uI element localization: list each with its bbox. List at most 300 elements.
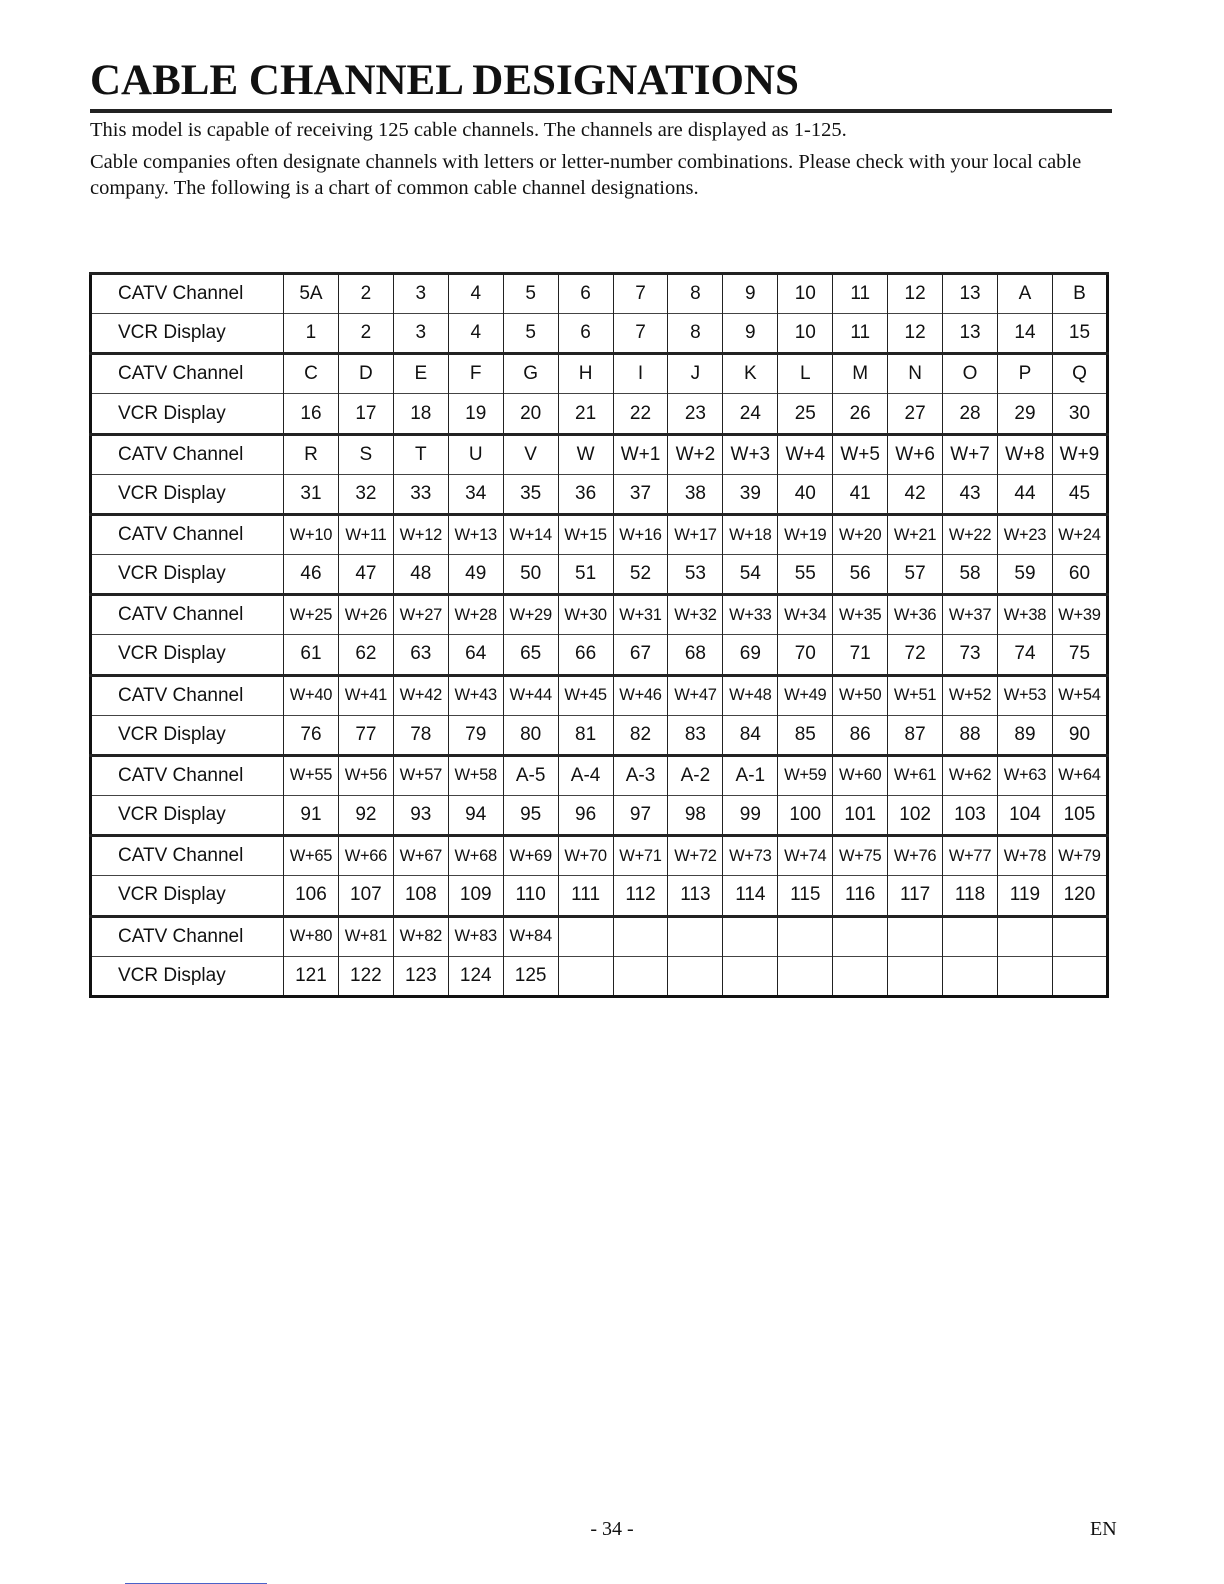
vcr-display-label: VCR Display bbox=[91, 394, 284, 434]
vcr-display-cell: 70 bbox=[778, 635, 833, 675]
vcr-display-cell: 98 bbox=[668, 796, 723, 836]
catv-channel-cell: W+10 bbox=[284, 514, 339, 554]
vcr-display-cell: 83 bbox=[668, 715, 723, 755]
vcr-display-cell: 35 bbox=[503, 474, 558, 514]
catv-channel-cell: N bbox=[888, 354, 943, 394]
catv-channel-cell: D bbox=[338, 354, 393, 394]
catv-channel-cell: W+79 bbox=[1052, 836, 1107, 876]
vcr-display-cell: 117 bbox=[888, 876, 943, 916]
catv-channel-cell: W+64 bbox=[1052, 755, 1107, 795]
catv-channel-cell: W+11 bbox=[338, 514, 393, 554]
vcr-display-cell: 89 bbox=[997, 715, 1052, 755]
catv-channel-cell: K bbox=[723, 354, 778, 394]
catv-channel-cell: 12 bbox=[888, 274, 943, 314]
vcr-display-cell: 43 bbox=[943, 474, 998, 514]
catv-channel-cell: W+56 bbox=[338, 755, 393, 795]
vcr-display-label: VCR Display bbox=[91, 956, 284, 996]
catv-channel-cell: 10 bbox=[778, 274, 833, 314]
vcr-display-cell: 44 bbox=[997, 474, 1052, 514]
vcr-display-cell: 87 bbox=[888, 715, 943, 755]
catv-channel-cell: W+2 bbox=[668, 434, 723, 474]
vcr-display-cell: 123 bbox=[393, 956, 448, 996]
vcr-display-cell: 115 bbox=[778, 876, 833, 916]
catv-channel-row bbox=[91, 836, 1108, 876]
vcr-display-cell: 112 bbox=[613, 876, 668, 916]
catv-channel-cell bbox=[1052, 916, 1107, 956]
vcr-display-cell: 53 bbox=[668, 555, 723, 595]
catv-channel-cell: A-2 bbox=[668, 755, 723, 795]
catv-channel-cell: L bbox=[778, 354, 833, 394]
vcr-display-cell bbox=[833, 956, 888, 996]
vcr-display-row bbox=[91, 956, 1108, 996]
vcr-display-cell: 97 bbox=[613, 796, 668, 836]
intro-line-2: Cable companies often designate channels with letters or letter-number combinations. Please check with your local cable company. The following is a chart of common cable channel designations. bbox=[90, 151, 1082, 199]
catv-channel-cell: S bbox=[338, 434, 393, 474]
vcr-display-cell: 81 bbox=[558, 715, 613, 755]
vcr-display-cell: 103 bbox=[943, 796, 998, 836]
page-number: - 34 - bbox=[590, 1518, 634, 1540]
catv-channel-cell: B bbox=[1052, 274, 1107, 314]
vcr-display-cell: 85 bbox=[778, 715, 833, 755]
vcr-display-cell: 95 bbox=[503, 796, 558, 836]
catv-channel-cell: J bbox=[668, 354, 723, 394]
catv-channel-cell: W+74 bbox=[778, 836, 833, 876]
vcr-display-cell: 104 bbox=[997, 796, 1052, 836]
vcr-display-cell: 24 bbox=[723, 394, 778, 434]
catv-channel-cell: W+68 bbox=[448, 836, 503, 876]
vcr-display-cell: 64 bbox=[448, 635, 503, 675]
vcr-display-cell: 120 bbox=[1052, 876, 1107, 916]
catv-channel-cell: T bbox=[393, 434, 448, 474]
vcr-display-cell: 71 bbox=[833, 635, 888, 675]
vcr-display-cell: 73 bbox=[943, 635, 998, 675]
vcr-display-cell: 23 bbox=[668, 394, 723, 434]
vcr-display-cell: 96 bbox=[558, 796, 613, 836]
catv-channel-cell: W+41 bbox=[338, 675, 393, 715]
catv-channel-cell: W+59 bbox=[778, 755, 833, 795]
catv-channel-cell: W+73 bbox=[723, 836, 778, 876]
vcr-display-cell: 110 bbox=[503, 876, 558, 916]
vcr-display-cell: 84 bbox=[723, 715, 778, 755]
vcr-display-cell: 57 bbox=[888, 555, 943, 595]
vcr-display-row bbox=[91, 555, 1108, 595]
vcr-display-row bbox=[91, 394, 1108, 434]
catv-channel-cell: W+19 bbox=[778, 514, 833, 554]
vcr-display-cell: 66 bbox=[558, 635, 613, 675]
catv-channel-cell: W+84 bbox=[503, 916, 558, 956]
catv-channel-cell: W+38 bbox=[997, 595, 1052, 635]
catv-channel-cell bbox=[888, 916, 943, 956]
vcr-display-cell: 62 bbox=[338, 635, 393, 675]
catv-channel-cell: R bbox=[284, 434, 339, 474]
vcr-display-cell: 75 bbox=[1052, 635, 1107, 675]
vcr-display-cell: 31 bbox=[284, 474, 339, 514]
catv-channel-cell: W+77 bbox=[943, 836, 998, 876]
vcr-display-row bbox=[91, 796, 1108, 836]
vcr-display-cell: 20 bbox=[503, 394, 558, 434]
catv-channel-cell: W+18 bbox=[723, 514, 778, 554]
catv-channel-cell: W+1 bbox=[613, 434, 668, 474]
catv-channel-cell: W+33 bbox=[723, 595, 778, 635]
catv-channel-cell: W+28 bbox=[448, 595, 503, 635]
catv-channel-cell: P bbox=[997, 354, 1052, 394]
vcr-display-cell: 86 bbox=[833, 715, 888, 755]
vcr-display-cell: 36 bbox=[558, 474, 613, 514]
catv-channel-cell: W+60 bbox=[833, 755, 888, 795]
catv-channel-cell: W+50 bbox=[833, 675, 888, 715]
vcr-display-cell bbox=[668, 956, 723, 996]
vcr-display-cell: 2 bbox=[338, 314, 393, 354]
vcr-display-cell: 119 bbox=[997, 876, 1052, 916]
vcr-display-label: VCR Display bbox=[91, 474, 284, 514]
catv-channel-cell: W+39 bbox=[1052, 595, 1107, 635]
vcr-display-cell: 61 bbox=[284, 635, 339, 675]
catv-channel-cell: C bbox=[284, 354, 339, 394]
vcr-display-cell: 45 bbox=[1052, 474, 1107, 514]
catv-channel-cell: W+47 bbox=[668, 675, 723, 715]
catv-channel-cell: W+9 bbox=[1052, 434, 1107, 474]
catv-channel-cell: 9 bbox=[723, 274, 778, 314]
catv-channel-cell: W+61 bbox=[888, 755, 943, 795]
catv-channel-cell: W+49 bbox=[778, 675, 833, 715]
vcr-display-cell: 109 bbox=[448, 876, 503, 916]
catv-channel-row bbox=[91, 514, 1108, 554]
vcr-display-cell: 51 bbox=[558, 555, 613, 595]
vcr-display-cell: 80 bbox=[503, 715, 558, 755]
catv-channel-cell bbox=[943, 916, 998, 956]
catv-channel-label: CATV Channel bbox=[91, 755, 284, 795]
vcr-display-cell: 122 bbox=[338, 956, 393, 996]
vcr-display-cell: 108 bbox=[393, 876, 448, 916]
vcr-display-cell: 16 bbox=[284, 394, 339, 434]
catv-channel-cell: G bbox=[503, 354, 558, 394]
vcr-display-cell: 124 bbox=[448, 956, 503, 996]
vcr-display-cell: 118 bbox=[943, 876, 998, 916]
catv-channel-cell: 4 bbox=[448, 274, 503, 314]
vcr-display-cell: 54 bbox=[723, 555, 778, 595]
vcr-display-cell: 99 bbox=[723, 796, 778, 836]
vcr-display-cell: 38 bbox=[668, 474, 723, 514]
catv-channel-cell: F bbox=[448, 354, 503, 394]
vcr-display-cell bbox=[558, 956, 613, 996]
catv-channel-cell: W+66 bbox=[338, 836, 393, 876]
catv-channel-cell: W+30 bbox=[558, 595, 613, 635]
language-code: EN bbox=[1090, 1518, 1117, 1540]
vcr-display-cell bbox=[1052, 956, 1107, 996]
catv-channel-cell: U bbox=[448, 434, 503, 474]
vcr-display-cell: 13 bbox=[943, 314, 998, 354]
vcr-display-cell: 34 bbox=[448, 474, 503, 514]
catv-channel-cell: W+43 bbox=[448, 675, 503, 715]
catv-channel-row bbox=[91, 354, 1108, 394]
catv-channel-cell: W+34 bbox=[778, 595, 833, 635]
catv-channel-cell: W+12 bbox=[393, 514, 448, 554]
vcr-display-cell: 6 bbox=[558, 314, 613, 354]
catv-channel-cell: W+62 bbox=[943, 755, 998, 795]
vcr-display-cell: 65 bbox=[503, 635, 558, 675]
vcr-display-cell: 114 bbox=[723, 876, 778, 916]
catv-channel-cell: W+17 bbox=[668, 514, 723, 554]
catv-channel-cell: 13 bbox=[943, 274, 998, 314]
vcr-display-cell bbox=[723, 956, 778, 996]
vcr-display-cell: 121 bbox=[284, 956, 339, 996]
vcr-display-cell: 32 bbox=[338, 474, 393, 514]
vcr-display-row bbox=[91, 876, 1108, 916]
catv-channel-cell: W+54 bbox=[1052, 675, 1107, 715]
vcr-display-cell: 28 bbox=[943, 394, 998, 434]
catv-channel-cell: O bbox=[943, 354, 998, 394]
catv-channel-cell: W+26 bbox=[338, 595, 393, 635]
vcr-display-cell: 1 bbox=[284, 314, 339, 354]
catv-channel-cell: I bbox=[613, 354, 668, 394]
catv-channel-cell: W+5 bbox=[833, 434, 888, 474]
catv-channel-cell: W+58 bbox=[448, 755, 503, 795]
catv-channel-label: CATV Channel bbox=[91, 514, 284, 554]
catv-channel-cell: W+29 bbox=[503, 595, 558, 635]
vcr-display-cell: 9 bbox=[723, 314, 778, 354]
vcr-display-cell: 82 bbox=[613, 715, 668, 755]
catv-channel-cell: W+15 bbox=[558, 514, 613, 554]
catv-channel-label: CATV Channel bbox=[91, 675, 284, 715]
vcr-display-cell: 50 bbox=[503, 555, 558, 595]
vcr-display-label: VCR Display bbox=[91, 635, 284, 675]
catv-channel-cell: W+51 bbox=[888, 675, 943, 715]
vcr-display-cell: 11 bbox=[833, 314, 888, 354]
vcr-display-cell: 67 bbox=[613, 635, 668, 675]
vcr-display-row bbox=[91, 635, 1108, 675]
catv-channel-cell: V bbox=[503, 434, 558, 474]
catv-channel-cell bbox=[668, 916, 723, 956]
catv-channel-cell: 3 bbox=[393, 274, 448, 314]
vcr-display-row bbox=[91, 715, 1108, 755]
vcr-display-cell: 74 bbox=[997, 635, 1052, 675]
catv-channel-cell: W+52 bbox=[943, 675, 998, 715]
vcr-display-cell: 30 bbox=[1052, 394, 1107, 434]
catv-channel-cell: W+14 bbox=[503, 514, 558, 554]
vcr-display-cell: 111 bbox=[558, 876, 613, 916]
vcr-display-cell bbox=[888, 956, 943, 996]
catv-channel-cell: W+25 bbox=[284, 595, 339, 635]
vcr-display-cell: 113 bbox=[668, 876, 723, 916]
catv-channel-cell bbox=[833, 916, 888, 956]
catv-channel-cell: W+4 bbox=[778, 434, 833, 474]
catv-channel-cell: W+32 bbox=[668, 595, 723, 635]
vcr-display-cell: 12 bbox=[888, 314, 943, 354]
vcr-display-cell: 27 bbox=[888, 394, 943, 434]
catv-channel-cell: W+20 bbox=[833, 514, 888, 554]
vcr-display-cell: 8 bbox=[668, 314, 723, 354]
catv-channel-cell: W+6 bbox=[888, 434, 943, 474]
vcr-display-cell: 10 bbox=[778, 314, 833, 354]
catv-channel-cell: W+57 bbox=[393, 755, 448, 795]
vcr-display-cell: 26 bbox=[833, 394, 888, 434]
vcr-display-label: VCR Display bbox=[91, 715, 284, 755]
catv-channel-cell: W+82 bbox=[393, 916, 448, 956]
vcr-display-cell: 60 bbox=[1052, 555, 1107, 595]
vcr-display-cell: 4 bbox=[448, 314, 503, 354]
catv-channel-row bbox=[91, 434, 1108, 474]
catv-channel-label: CATV Channel bbox=[91, 916, 284, 956]
vcr-display-cell: 59 bbox=[997, 555, 1052, 595]
vcr-display-cell bbox=[613, 956, 668, 996]
catv-channel-cell: W bbox=[558, 434, 613, 474]
vcr-display-cell: 69 bbox=[723, 635, 778, 675]
catv-channel-cell: W+80 bbox=[284, 916, 339, 956]
catv-channel-cell: W+23 bbox=[997, 514, 1052, 554]
vcr-display-cell bbox=[943, 956, 998, 996]
catv-channel-cell: H bbox=[558, 354, 613, 394]
intro-line-1: This model is capable of receiving 125 cable channels. The channels are displayed as 1-125. bbox=[90, 119, 847, 141]
catv-channel-cell: W+35 bbox=[833, 595, 888, 635]
vcr-display-cell: 37 bbox=[613, 474, 668, 514]
catv-channel-cell: W+36 bbox=[888, 595, 943, 635]
vcr-display-cell: 14 bbox=[997, 314, 1052, 354]
catv-channel-cell: 7 bbox=[613, 274, 668, 314]
catv-channel-label: CATV Channel bbox=[91, 836, 284, 876]
catv-channel-row bbox=[91, 755, 1108, 795]
catv-channel-cell: E bbox=[393, 354, 448, 394]
vcr-display-cell: 55 bbox=[778, 555, 833, 595]
page-title: CABLE CHANNEL DESIGNATIONS bbox=[90, 57, 1112, 113]
vcr-display-cell: 58 bbox=[943, 555, 998, 595]
vcr-display-cell: 49 bbox=[448, 555, 503, 595]
catv-channel-cell: 11 bbox=[833, 274, 888, 314]
vcr-display-cell: 125 bbox=[503, 956, 558, 996]
catv-channel-cell: W+63 bbox=[997, 755, 1052, 795]
catv-channel-cell bbox=[613, 916, 668, 956]
vcr-display-cell bbox=[997, 956, 1052, 996]
intro-text bbox=[90, 117, 1114, 207]
vcr-display-cell: 105 bbox=[1052, 796, 1107, 836]
catv-channel-cell: W+70 bbox=[558, 836, 613, 876]
vcr-display-cell: 25 bbox=[778, 394, 833, 434]
vcr-display-label: VCR Display bbox=[91, 876, 284, 916]
catv-channel-cell: W+24 bbox=[1052, 514, 1107, 554]
vcr-display-cell bbox=[778, 956, 833, 996]
vcr-display-cell: 72 bbox=[888, 635, 943, 675]
catv-channel-cell: A-1 bbox=[723, 755, 778, 795]
vcr-display-cell: 52 bbox=[613, 555, 668, 595]
catv-channel-cell: 6 bbox=[558, 274, 613, 314]
catv-channel-cell: W+22 bbox=[943, 514, 998, 554]
catv-channel-cell: A-3 bbox=[613, 755, 668, 795]
catv-channel-cell: W+7 bbox=[943, 434, 998, 474]
vcr-display-cell: 19 bbox=[448, 394, 503, 434]
vcr-display-cell: 3 bbox=[393, 314, 448, 354]
catv-channel-cell bbox=[778, 916, 833, 956]
catv-channel-cell bbox=[558, 916, 613, 956]
catv-channel-cell: W+3 bbox=[723, 434, 778, 474]
vcr-display-cell: 41 bbox=[833, 474, 888, 514]
catv-channel-row bbox=[91, 675, 1108, 715]
vcr-display-cell: 78 bbox=[393, 715, 448, 755]
catv-channel-cell: W+46 bbox=[613, 675, 668, 715]
catv-channel-cell: 5A bbox=[284, 274, 339, 314]
catv-channel-cell: W+37 bbox=[943, 595, 998, 635]
vcr-display-cell: 39 bbox=[723, 474, 778, 514]
vcr-display-label: VCR Display bbox=[91, 314, 284, 354]
vcr-display-label: VCR Display bbox=[91, 796, 284, 836]
catv-channel-cell: W+81 bbox=[338, 916, 393, 956]
vcr-display-cell: 15 bbox=[1052, 314, 1107, 354]
vcr-display-cell: 46 bbox=[284, 555, 339, 595]
vcr-display-label: VCR Display bbox=[91, 555, 284, 595]
catv-channel-cell: W+78 bbox=[997, 836, 1052, 876]
vcr-display-cell: 5 bbox=[503, 314, 558, 354]
catv-channel-cell: A-4 bbox=[558, 755, 613, 795]
catv-channel-cell: W+45 bbox=[558, 675, 613, 715]
catv-channel-cell: W+53 bbox=[997, 675, 1052, 715]
vcr-display-cell: 7 bbox=[613, 314, 668, 354]
channel-designation-table bbox=[89, 272, 1109, 998]
vcr-display-cell: 17 bbox=[338, 394, 393, 434]
catv-channel-cell: W+16 bbox=[613, 514, 668, 554]
vcr-display-cell: 79 bbox=[448, 715, 503, 755]
catv-channel-cell: W+75 bbox=[833, 836, 888, 876]
vcr-display-cell: 22 bbox=[613, 394, 668, 434]
vcr-display-cell: 92 bbox=[338, 796, 393, 836]
catv-channel-cell: W+83 bbox=[448, 916, 503, 956]
vcr-display-cell: 107 bbox=[338, 876, 393, 916]
catv-channel-label: CATV Channel bbox=[91, 595, 284, 635]
vcr-display-cell: 116 bbox=[833, 876, 888, 916]
catv-channel-cell: W+42 bbox=[393, 675, 448, 715]
vcr-display-cell: 100 bbox=[778, 796, 833, 836]
catv-channel-cell: W+69 bbox=[503, 836, 558, 876]
catv-channel-row bbox=[91, 274, 1108, 314]
catv-channel-cell: W+21 bbox=[888, 514, 943, 554]
vcr-display-cell: 77 bbox=[338, 715, 393, 755]
vcr-display-cell: 88 bbox=[943, 715, 998, 755]
catv-channel-cell bbox=[997, 916, 1052, 956]
vcr-display-row bbox=[91, 314, 1108, 354]
vcr-display-cell: 90 bbox=[1052, 715, 1107, 755]
vcr-display-cell: 47 bbox=[338, 555, 393, 595]
catv-channel-cell: W+55 bbox=[284, 755, 339, 795]
vcr-display-cell: 102 bbox=[888, 796, 943, 836]
vcr-display-cell: 91 bbox=[284, 796, 339, 836]
vcr-display-cell: 42 bbox=[888, 474, 943, 514]
catv-channel-cell: W+76 bbox=[888, 836, 943, 876]
catv-channel-cell: W+67 bbox=[393, 836, 448, 876]
vcr-display-cell: 76 bbox=[284, 715, 339, 755]
catv-channel-cell: W+27 bbox=[393, 595, 448, 635]
catv-channel-label: CATV Channel bbox=[91, 274, 284, 314]
catv-channel-cell: W+48 bbox=[723, 675, 778, 715]
catv-channel-label: CATV Channel bbox=[91, 354, 284, 394]
catv-channel-cell: A-5 bbox=[503, 755, 558, 795]
catv-channel-cell: A bbox=[997, 274, 1052, 314]
vcr-display-cell: 68 bbox=[668, 635, 723, 675]
vcr-display-cell: 40 bbox=[778, 474, 833, 514]
vcr-display-cell: 29 bbox=[997, 394, 1052, 434]
catv-channel-cell: W+71 bbox=[613, 836, 668, 876]
vcr-display-cell: 101 bbox=[833, 796, 888, 836]
vcr-display-cell: 93 bbox=[393, 796, 448, 836]
vcr-display-cell: 63 bbox=[393, 635, 448, 675]
catv-channel-cell: W+13 bbox=[448, 514, 503, 554]
catv-channel-cell: W+31 bbox=[613, 595, 668, 635]
catv-channel-cell: W+72 bbox=[668, 836, 723, 876]
catv-channel-cell: W+65 bbox=[284, 836, 339, 876]
catv-channel-cell: 5 bbox=[503, 274, 558, 314]
catv-channel-cell bbox=[723, 916, 778, 956]
catv-channel-cell: M bbox=[833, 354, 888, 394]
catv-channel-cell: 2 bbox=[338, 274, 393, 314]
vcr-display-cell: 21 bbox=[558, 394, 613, 434]
catv-channel-cell: W+44 bbox=[503, 675, 558, 715]
vcr-display-cell: 33 bbox=[393, 474, 448, 514]
